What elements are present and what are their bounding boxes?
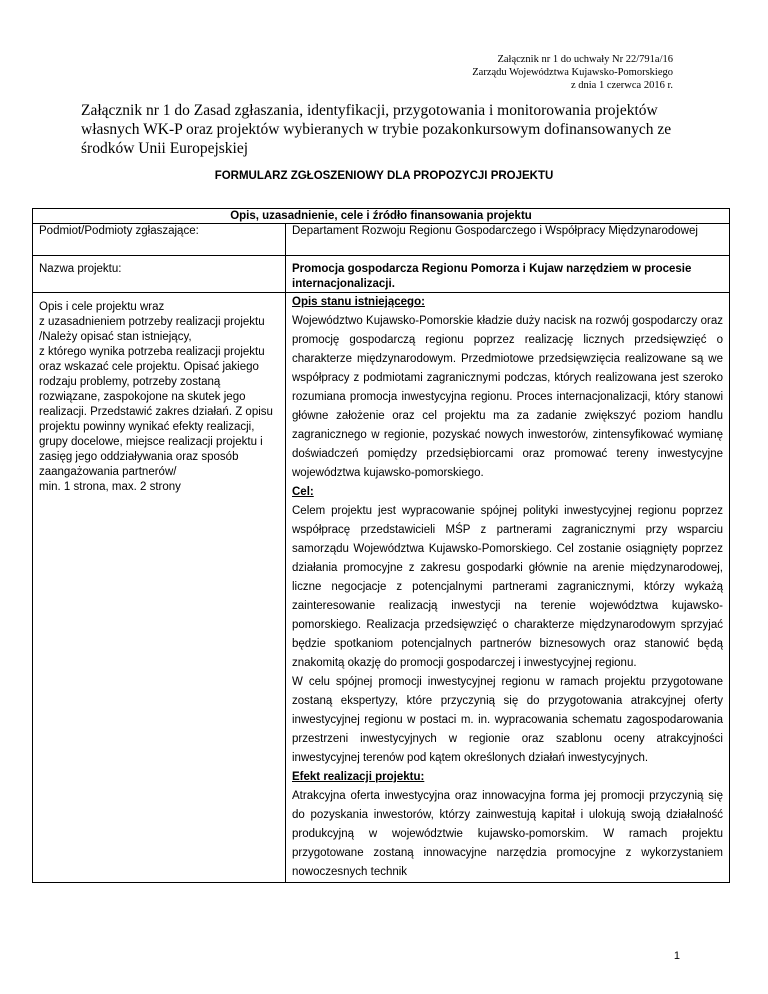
section-header: Opis, uzasadnienie, cele i źródło finansowania projektu [33,209,730,224]
form-title: FORMULARZ ZGŁOSZENIOWY DLA PROPOZYCJI PROJEKTU [214,170,554,182]
description-label-line: z uzasadnieniem potrzeby realizacji projektu [39,316,265,328]
table-row [33,293,730,883]
table-row [33,256,730,293]
project-name-label: Nazwa projektu: [33,256,286,293]
description-label-line: Opis i cele projektu wraz [39,301,165,313]
annex-note-line: Zarządu Województwa Kujawsko-Pomorskiego [472,67,673,78]
annex-note [373,53,673,92]
goal-text: Celem projektu jest wypracowanie spójnej polityki inwestycyjnej regionu poprzez współpracę przedstawicieli MŚP z partnerami zagranicznymi przy wsparciu samorządu Województwa Kujawsko-Pomorskiego. Cel zostanie osiągnięty poprzez działania promocyjne z zakresu gospodarki głównie na arenie międzynarodowej, liczne negocjacje z potencjalnymi partnerami zagranicznymi, którzy wykażą zainteresowanie realizacją inwestycji na terenie województwa kujawsko-pomorskiego. Realizacja przedsięwzięć o charakterze międzynarodowym sprzyjać będzie spotkaniom potencjalnych partnerów biznesowych oraz stanowić będą znakomitą okazję do promocji gospodarczej i inwestycyjnej regionu. [292,505,723,669]
goal-text-continued: W celu spójnej promocji inwestycyjnej regionu w ramach projektu przygotowane zostaną ekspertyzy, które przyczynią się do przygotowania atrakcyjnej oferty inwestycyjnej regionu w postaci m. in. wypracowania schematu zagospodarowania przestrzeni inwestycyjnych w regionie oraz szablonu oceny atrakcyjności inwestycyjnej terenów pod kątem określonych działań inwestycyjnych. [292,676,723,764]
description-length-note: min. 1 strona, max. 2 strony [39,481,181,493]
description-label-line: /Należy opisać stan istniejący, [39,331,192,343]
annex-note-line: Załącznik nr 1 do uchwały Nr 22/791a/16 [497,54,673,65]
page-number: 1 [673,950,680,962]
table-row [33,209,730,224]
applicant-label: Podmiot/Podmioty zgłaszające: [33,224,286,256]
effect-heading: Efekt realizacji projektu: [292,771,425,783]
existing-state-text: Województwo Kujawsko-Pomorskie kładzie duży nacisk na rozwój gospodarczy oraz promocję gospodarczą regionu poprzez realizację licznych przedsięwzięć o charakterze międzynarodowym. Przedmiotowe przedsięwzięcia realizowane są we współpracy z podmiotami zagranicznymi podczas, których realizowana jest szeroko rozumiana promocja inwestycyjna regionu. Proces internacjonalizacji, który stanowi główne założenie oraz cel projektu ma za zadanie zwiększyć poziom handlu zagranicznego w regionie, pozyskać nowych inwestorów, zintensyfikować wymianę doświadczeń pomiędzy przedsiębiorcami oraz promować tereny inwestycyjne województwa kujawsko-pomorskiego. [292,315,723,479]
effect-text: Atrakcyjna oferta inwestycyjna oraz innowacyjna forma jej promocji przyczynią się do pozyskania inwestorów, którzy zainwestują kapitał i ulokują swoją działalność produkcyjną w województwie kujawsko-pomorskim. W ramach projektu przygotowane zostaną innowacyjne narzędzia promocyjne z wykorzystaniem nowoczesnych technik [292,790,723,878]
description-label-cell [33,293,286,883]
annex-note-line: z dnia 1 czerwca 2016 r. [570,80,673,91]
table-row [33,224,730,256]
description-label-line: z którego wynika potrzeba realizacji projektu oraz wskazać cele projektu. Opisać jakiego rodzaju problemy, potrzeby zostaną rozwiązane, zaspokojone na skutek jego realizacji. Przedstawić zakres działań. Z opisu projektu powinny wynikać efekty realizacji, grupy docelowe, miejsce realizacji projektu i zasięg jego oddziaływania oraz sposób zaangażowania partnerów/ [39,346,273,478]
application-form-table [32,208,730,883]
existing-state-heading: Opis stanu istniejącego: [292,296,425,308]
document-heading: Załącznik nr 1 do Zasad zgłaszania, identyfikacji, przygotowania i monitorowania projektów własnych WK-P oraz projektów wybieranych w trybie pozakonkursowym dofinansowanych ze środków Unii Europejskiej [81,102,672,157]
description-content-cell [286,293,730,883]
goal-heading: Cel: [292,486,314,498]
project-name-value: Promocja gospodarcza Regionu Pomorza i Kujaw narzędziem w procesie internacjonalizacji. [286,256,730,293]
applicant-value: Departament Rozwoju Regionu Gospodarczego i Współpracy Międzynarodowej [286,224,730,256]
